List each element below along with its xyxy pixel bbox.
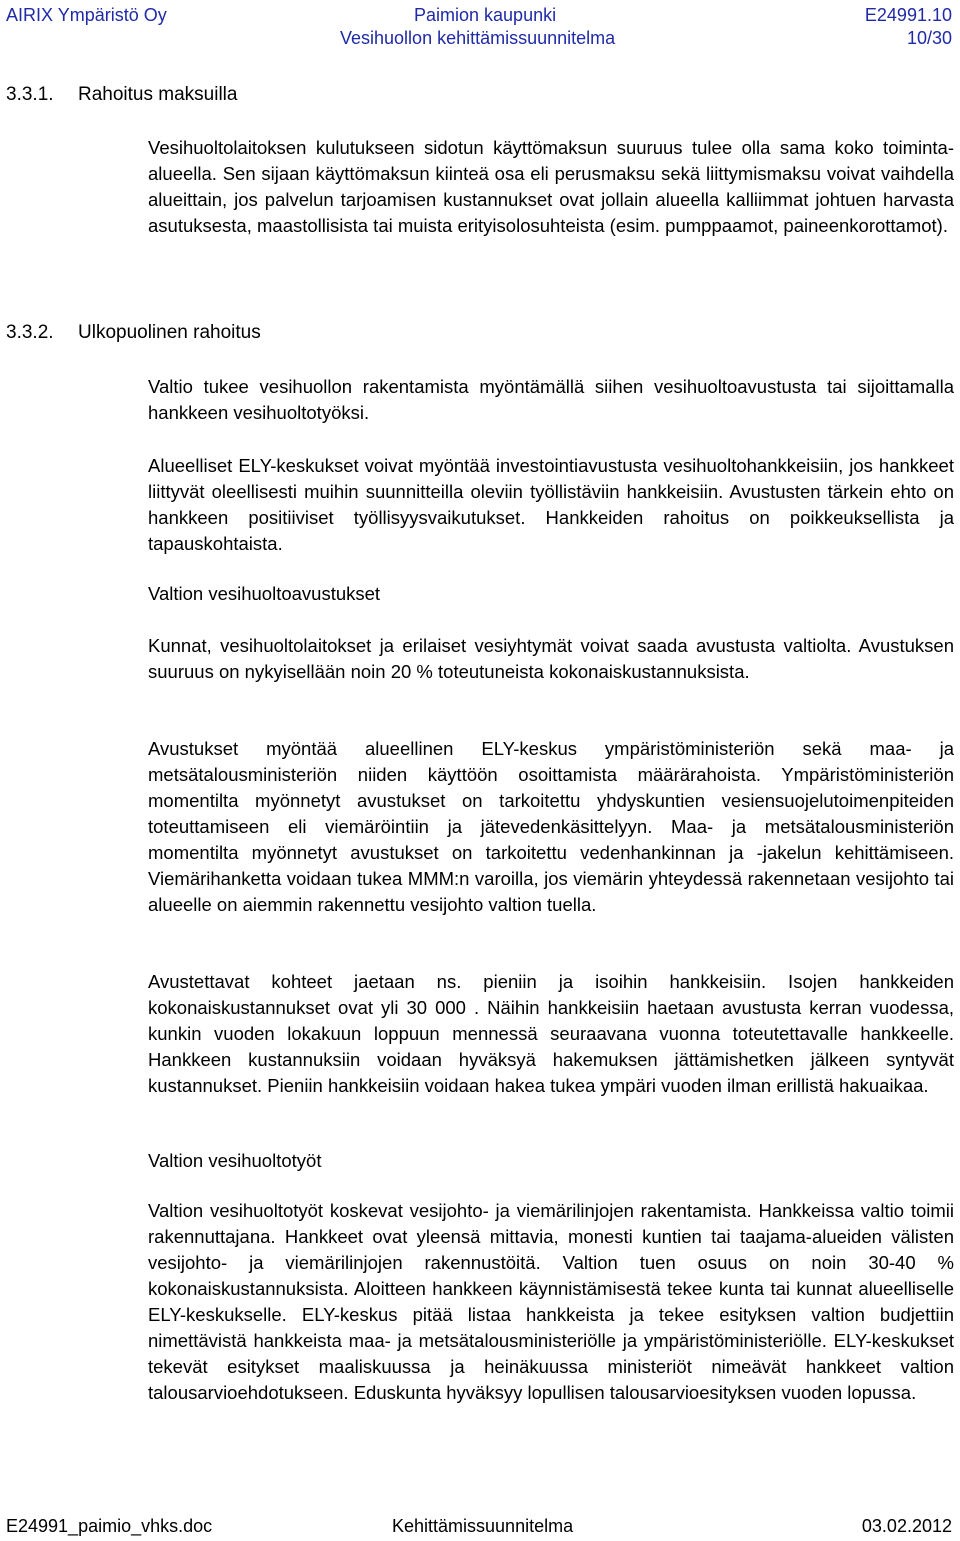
paragraph: Vesihuoltolaitoksen kulutukseen sidotun käyttömaksun suuruus tulee olla sama koko toiminta-alueella. Sen sijaan käyttömaksun kiinteä osa eli perusmaksu sekä liittymismaksu voivat vaihdella alueittain, jos palvelun tarjoamisen kustannukset ovat jollain alueella kalliimmat johtuen harvasta asutuksesta, maastollisista tai muista erityisolosuhteista (esim. pumppaamot, paineenkorottamot). xyxy=(148,137,954,236)
section-heading-332 xyxy=(6,322,261,344)
footer-filename: E24991_paimio_vhks.doc xyxy=(6,1516,213,1536)
subheading: Valtion vesihuoltoavustukset xyxy=(148,583,381,604)
section-title: Ulkopuolinen rahoitus xyxy=(78,322,261,343)
paragraph: Alueelliset ELY-keskukset voivat myöntää investointiavustusta vesihuoltohankkeisiin, jos hankkeet liittyvät oleellisesti muihin suunnitteilla oleviin työllistäviin hankkeisiin. Avustusten tärkein ehto on hankkeen positiiviset työllisyysvaikutukset. Hankkeiden rahoitus on poikkeuksellista ja tapauskohtaista. xyxy=(148,455,954,554)
paragraph: Valtion vesihuoltotyöt koskevat vesijohto- ja viemärilinjojen rakentamista. Hankkeissa valtio toimii rakennuttajana. Hankkeet ovat yleensä mittavia, monesti kuntien tai taajama-alueiden välisten vesijohto- ja viemärilinjojen rakennustöitä. Valtion tuen osuus on noin 30-40 % kokonaiskustannuksista. Aloitteen hankkeen käynnistämisestä tekee kunta tai kunnat alueelliselle ELY-keskukselle. ELY-keskus pitää listaa hankkeista ja tekee esityksen valtion budjettiin nimettävistä hankkeista maa- ja metsätalousministeriölle ja ympäristöministeriölle. ELY-keskukset tekevät esitykset maaliskuussa ja heinäkuussa ministeriöt nimeävät hankkeet valtion talousarvioehdotukseen. Eduskunta hyväksyy lopullisen talousarvioesityksen vuoden lopussa. xyxy=(148,1200,954,1403)
client-name: Paimion kaupunki xyxy=(414,5,557,25)
paragraph: Avustettavat kohteet jaetaan ns. pieniin ja isoihin hankkeisiin. Isojen hankkeiden kokonaiskustannukset ovat yli 30 000 . Näihin hankkeisiin haetaan avustusta kerran vuodessa, kunkin vuoden lokakuun loppuun mennessä seuraavana vuonna toteutettavalle hankkeelle. Hankkeen kustannuksiin voidaan hyväksyä hakemuksen jättämishetken jälkeen syntyvät kustannukset. Pieniin hankkeisiin voidaan hakea tukea ympäri vuoden ilman erillistä hakuaikaa. xyxy=(148,971,954,1096)
section-number: 3.3.1. xyxy=(6,84,54,105)
paragraph: Avustukset myöntää alueellinen ELY-keskus ympäristöministeriön sekä maa- ja metsätalousministeriön niiden käyttöön osoittamista määrärahoista. Ympäristöministeriön momentilta myönnetyt avustukset on tarkoitettu yhdyskuntien vesiensuojelutoimenpiteiden toteuttamiseen eli viemäröintiin ja jätevedenkäsittelyyn. Maa- ja metsätalousministeriön momentilta myönnetyt avustukset on tarkoitettu vedenhankinnan ja -jakelun kehittämiseen. Viemärihanketta voidaan tukea MMM:n varoilla, jos viemärin yhteydessä rakennetaan vesijohto tai alueelle on aiemmin rakennettu vesijohto valtion tuella. xyxy=(148,738,954,915)
subheading: Valtion vesihuoltotyöt xyxy=(148,1150,322,1171)
section-title: Rahoitus maksuilla xyxy=(78,84,238,105)
page-header xyxy=(0,0,960,52)
section-number: 3.3.2. xyxy=(6,322,54,343)
footer-date: 03.02.2012 xyxy=(861,1516,952,1536)
section-heading-331 xyxy=(6,84,237,106)
project-code: E24991.10 xyxy=(864,5,952,25)
company-name: AIRIX Ympäristö Oy xyxy=(6,5,167,25)
document-title: Vesihuollon kehittämissuunnitelma xyxy=(340,28,616,48)
page-number: 10/30 xyxy=(906,28,952,48)
paragraph: Kunnat, vesihuoltolaitokset ja erilaiset vesiyhtymät voivat saada avustusta valtiolta. Avustuksen suuruus on nykyisellään noin 20 % toteutuneista kokonaiskustannuksista. xyxy=(148,635,954,682)
footer-doc-type: Kehittämissuunnitelma xyxy=(392,1516,574,1536)
paragraph: Valtio tukee vesihuollon rakentamista myöntämällä siihen vesihuoltoavustusta tai sijoittamalla hankkeen vesihuoltotyöksi. xyxy=(148,376,954,423)
